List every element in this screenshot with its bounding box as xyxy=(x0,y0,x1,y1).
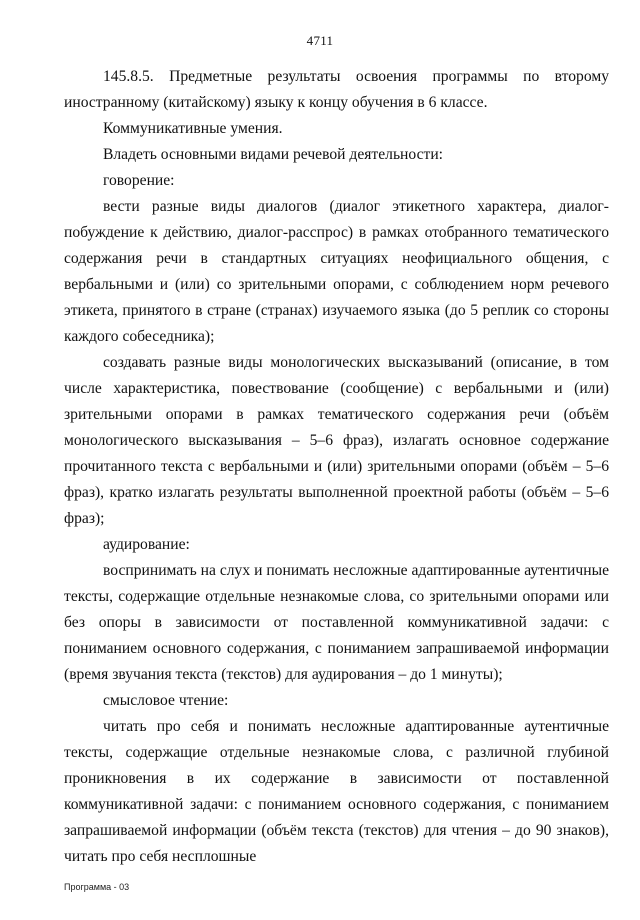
reading-heading: смысловое чтение: xyxy=(103,692,229,709)
reading-paragraph: читать про себя и понимать несложные адаптированные аутентичные тексты, содержащие отдельные незнакомые слова, с различной глубиной проникновения в их содержание в зависимости от поставленной коммуникативной задачи: с пониманием основного содержания, с пониманием запрашиваемой информации (объём текста (текстов) для чтения – до 90 знаков), читать про себя несплошные xyxy=(64,718,609,865)
speech-activity-intro: Владеть основными видами речевой деятельности: xyxy=(103,146,443,163)
document-body xyxy=(64,64,609,870)
section-heading-paragraph: 145.8.5. Предметные результаты освоения программы по второму иностранному (китайскому) языку к концу обучения в 6 классе. xyxy=(64,68,609,111)
page-number: 4711 xyxy=(306,33,334,48)
dialogue-paragraph: вести разные виды диалогов (диалог этикетного характера, диалог-побуждение к действию, диалог-расспрос) в рамках отобранного тематического содержания речи в стандартных ситуациях неофициального общения, с вербальными и (или) со зрительными опорами, с соблюдением норм речевого этикета, принятого в стране (странах) изучаемого языка (до 5 реплик со стороны каждого собеседника); xyxy=(64,198,609,345)
communicative-skills-heading: Коммуникативные умения. xyxy=(103,120,283,137)
listening-heading: аудирование: xyxy=(103,536,190,553)
footer-label: Программа - 03 xyxy=(64,882,130,892)
speaking-heading: говорение: xyxy=(103,172,175,189)
monologue-paragraph: создавать разные виды монологических высказываний (описание, в том числе характеристика, повествование (сообщение) с вербальными и (или) зрительными опорами в рамках тематического содержания речи (объём монологического высказывания – 5–6 фраз), излагать основное содержание прочитанного текста с вербальными и (или) зрительными опорами (объём – 5–6 фраз), кратко излагать результаты выполненной проектной работы (объём – 5–6 фраз); xyxy=(64,354,609,527)
listening-paragraph: воспринимать на слух и понимать несложные адаптированные аутентичные тексты, содержащие отдельные незнакомые слова, со зрительными опорами или без опоры в зависимости от поставленной коммуникативной задачи: с пониманием основного содержания, с пониманием запрашиваемой информации (время звучания текста (текстов) для аудирования – до 1 минуты); xyxy=(64,562,609,683)
